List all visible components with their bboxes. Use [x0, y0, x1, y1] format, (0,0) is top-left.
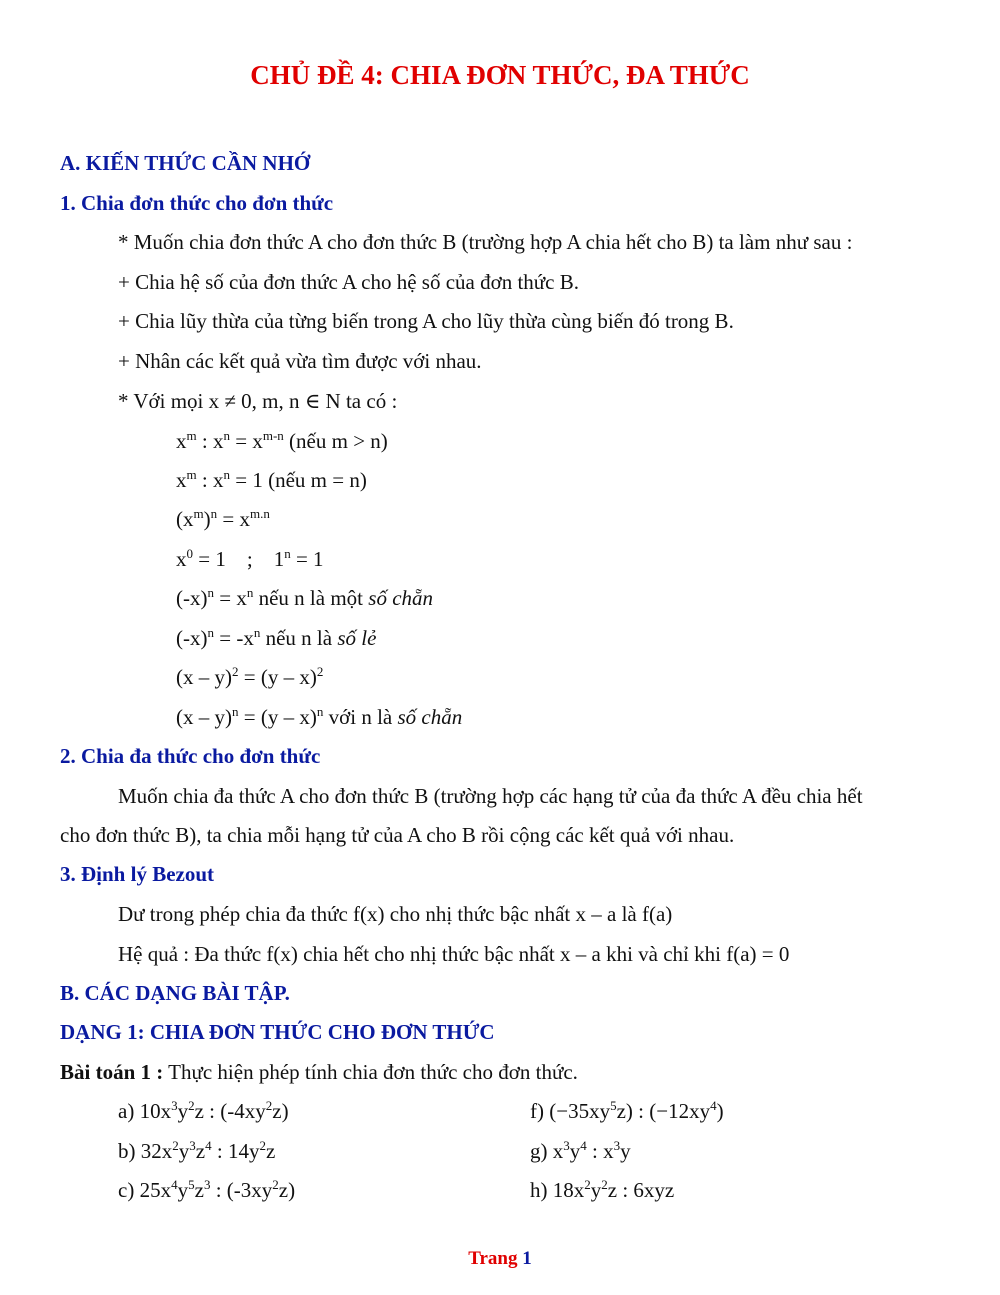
bezout-line-1: Dư trong phép chia đa thức f(x) cho nhị thức bậc nhất x – a là f(a): [118, 902, 673, 926]
formula-1: $x^m$ : $x^n = x^{m-n}$ (nếu m > n): [176, 427, 388, 453]
formula-6: $(-x)^n = -x^n$ nếu n là số lẻ: [176, 624, 377, 650]
rule-line-2: + Chia hệ số của đơn thức A cho hệ số của đơn thức B.: [118, 270, 579, 294]
subsection-3-heading: 3. Định lý Bezout: [60, 862, 215, 886]
exercise-f: f) $(-35xy^5z)$ : $(-12xy^4)$: [530, 1097, 724, 1123]
exercise-g: g) $x^3y^4$ : $x^3y$: [530, 1137, 631, 1163]
formula-7: (x – y)$^2$ = (y – x)$^2$: [176, 663, 324, 689]
rule-line-1: * Muốn chia đơn thức A cho đơn thức B (trường hợp A chia hết cho B) ta làm như sau :: [118, 230, 853, 254]
formula-3: $(x^m)^n = x^{m.n}$: [176, 505, 270, 531]
subsection-2-heading: 2. Chia đa thức cho đơn thức: [60, 744, 321, 768]
formula-2: $x^m$ : $x^n = 1$ (nếu m = n): [176, 466, 367, 492]
page-number: 1: [522, 1248, 532, 1269]
subsection-2-line-2: cho đơn thức B), ta chia mỗi hạng tử của A cho B rồi cộng các kết quả với nhau.: [60, 823, 735, 847]
page-title: CHỦ ĐỀ 4: CHIA ĐƠN THỨC, ĐA THỨC: [250, 60, 750, 90]
rule-line-4: + Nhân các kết quả vừa tìm được với nhau.: [118, 349, 482, 373]
footer-label: Trang: [468, 1248, 518, 1269]
exercise-c: c) $25x^4y^5z^3$ : $(-3xy^2z)$: [118, 1176, 296, 1202]
exercise-b: b) $32x^2y^3z^4$ : $14y^2z$: [118, 1137, 276, 1163]
formula-5: $(-x)^n = x^n$ nếu n là một số chẵn: [176, 584, 434, 610]
problem-label: Bài toán 1 :: [60, 1060, 164, 1084]
formula-8: (x – y)$^n$ = (y – x)$^n$ với n là số chẵn: [176, 703, 463, 729]
subsection-1-heading: 1. Chia đơn thức cho đơn thức: [60, 191, 334, 215]
page-footer: [0, 1246, 1000, 1272]
problem-1: Bài toán 1 : Thực hiện phép tính chia đơn thức cho đơn thức.: [60, 1060, 578, 1084]
section-a-heading: A. KIẾN THỨC CẦN NHỚ: [60, 151, 311, 175]
section-b-heading: B. CÁC DẠNG BÀI TẬP.: [60, 981, 290, 1005]
exercise-a: a) $10x^3y^2z$ : $(-4xy^2z)$: [118, 1097, 289, 1123]
bezout-line-2: Hệ quả : Đa thức f(x) chia hết cho nhị thức bậc nhất x – a khi và chỉ khi f(a) = 0: [118, 942, 790, 966]
subsection-2-line-1: Muốn chia đa thức A cho đơn thức B (trường hợp các hạng tử của đa thức A đều chia hết: [118, 784, 863, 808]
rule-line-5: * Với mọi x ≠ 0, m, n ∈ N ta có :: [118, 389, 398, 413]
exercise-h: h) $18x^2y^2z$ : 6xyz: [530, 1176, 675, 1202]
dang-1-heading: DẠNG 1: CHIA ĐƠN THỨC CHO ĐƠN THỨC: [60, 1020, 495, 1044]
formula-4: $x^0 = 1$ ; $1^n = 1$: [176, 545, 324, 571]
rule-line-3: + Chia lũy thừa của từng biến trong A cho lũy thừa cùng biến đó trong B.: [118, 309, 734, 333]
